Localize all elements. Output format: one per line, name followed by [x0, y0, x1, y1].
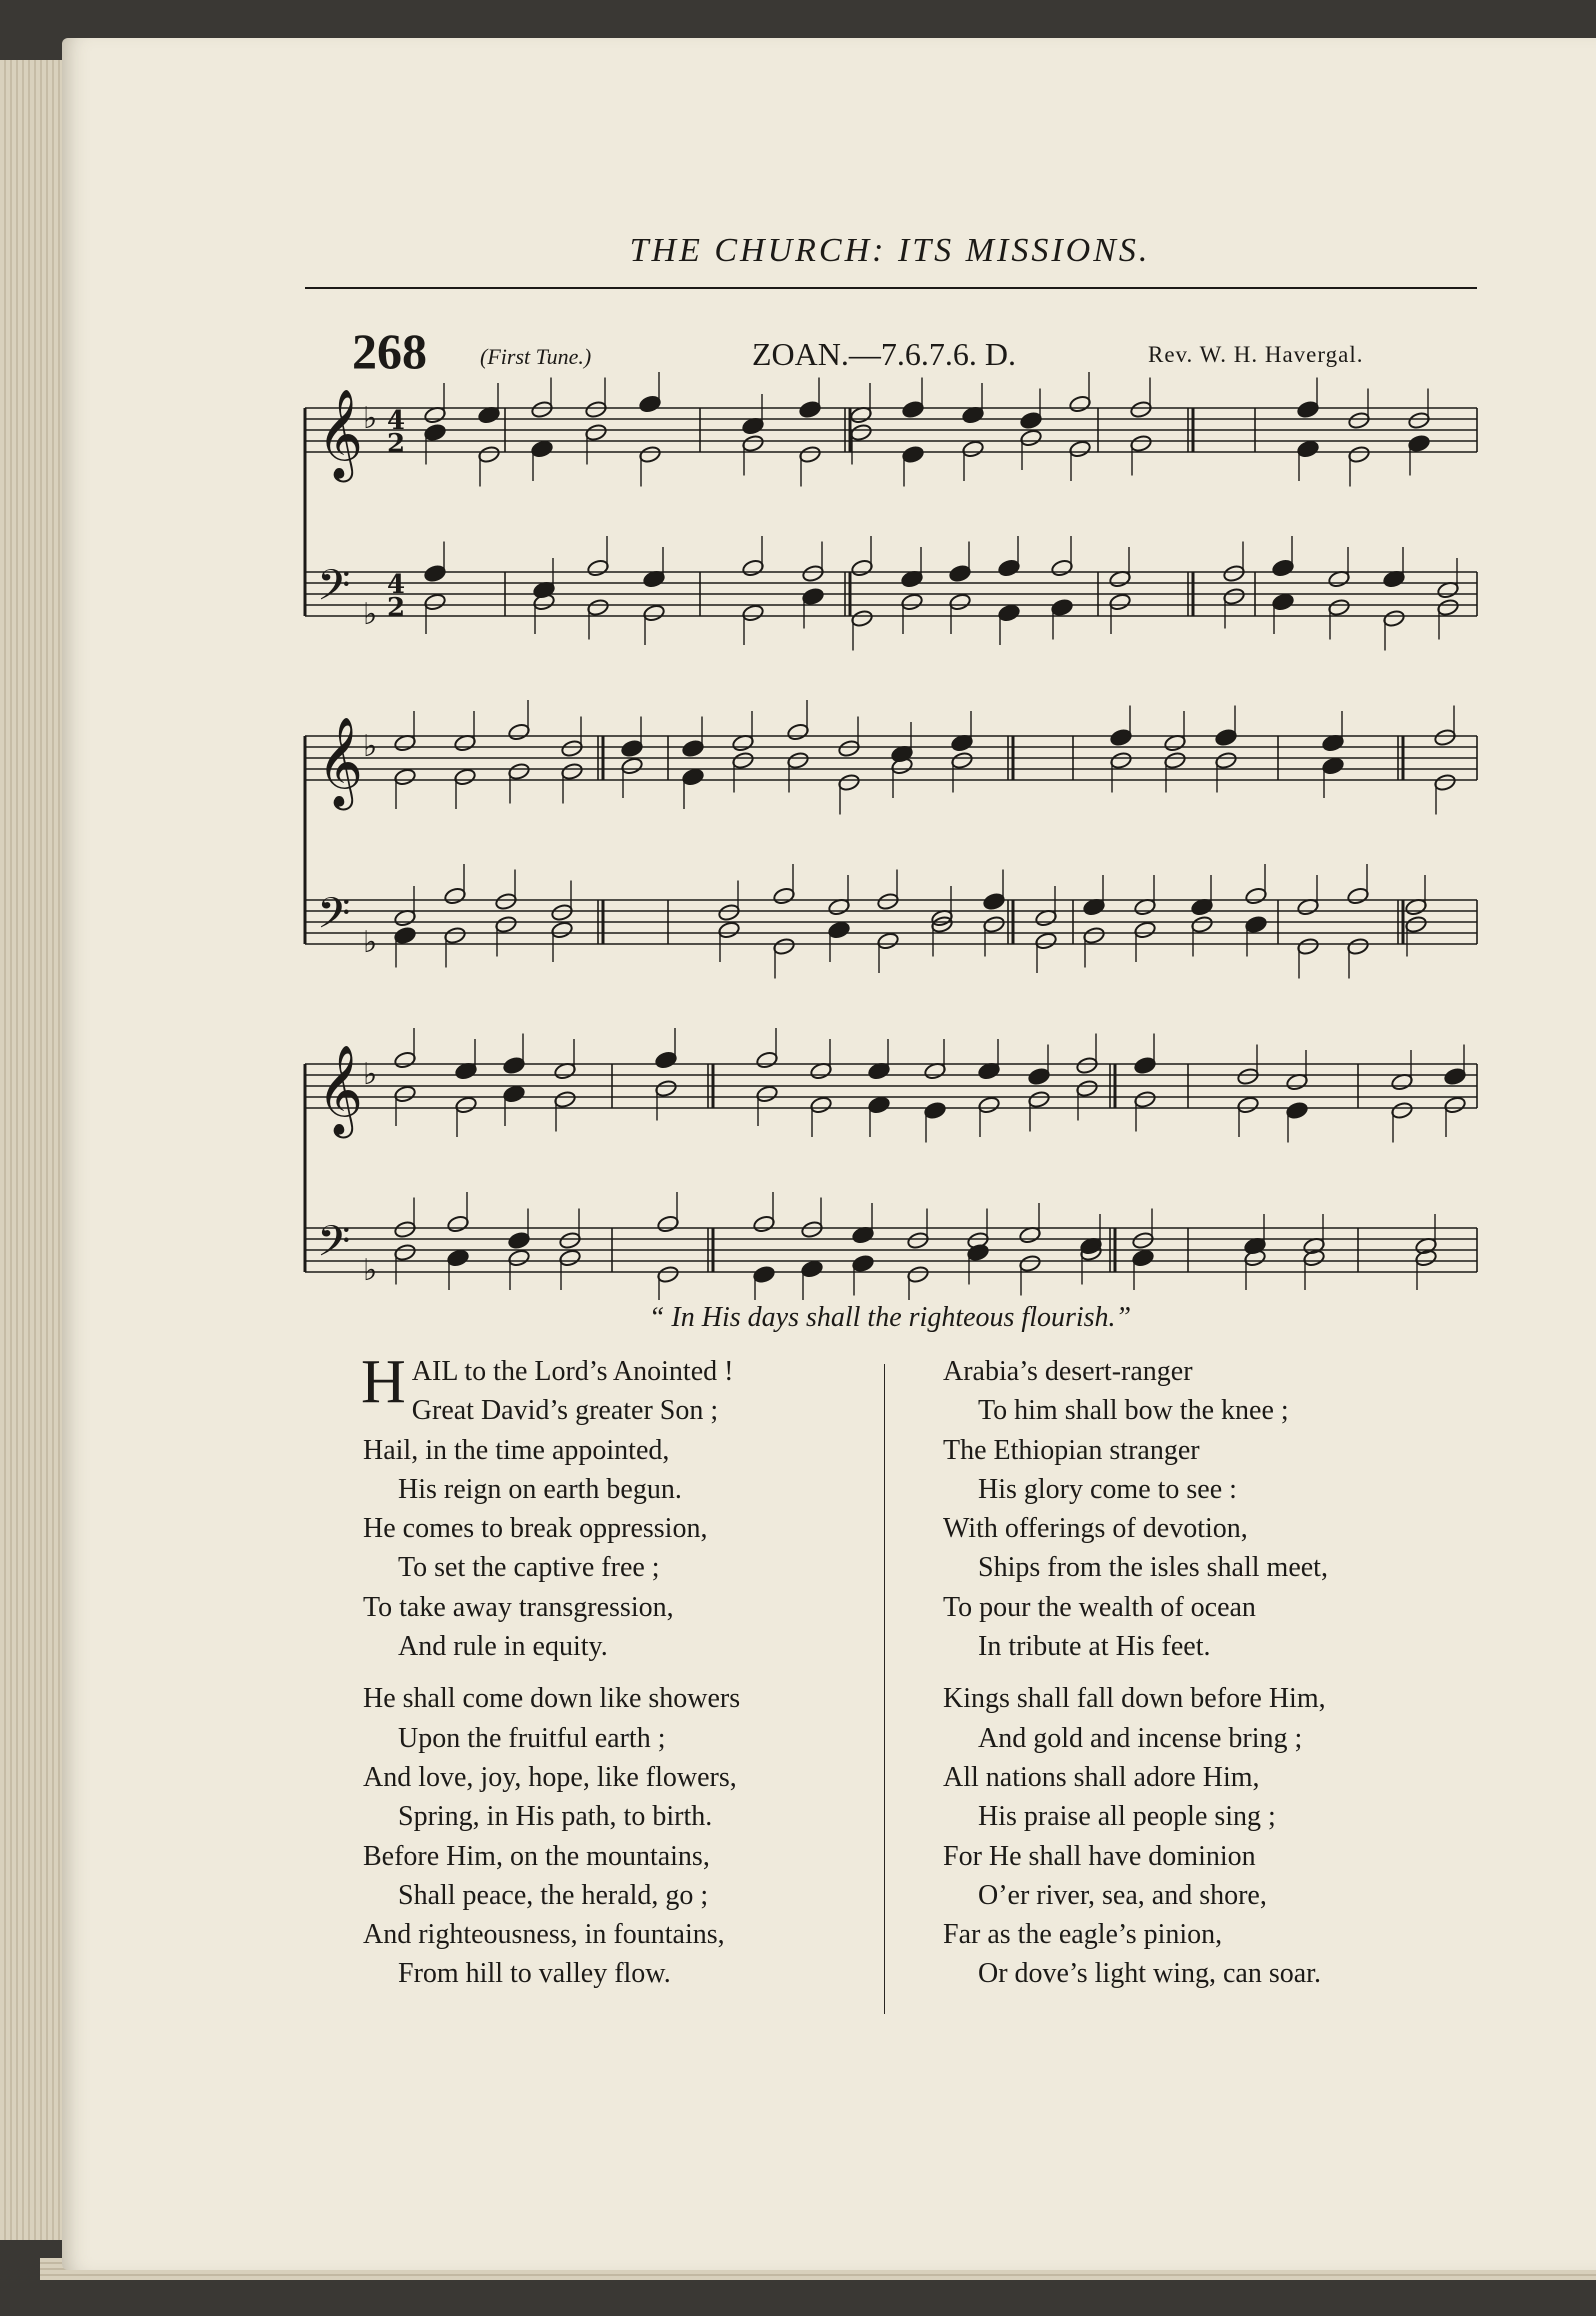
note-head — [731, 751, 754, 770]
verse-line — [943, 1719, 1483, 1758]
note-head — [638, 445, 661, 464]
note-head — [1027, 1090, 1050, 1109]
verse-line-text: Ships from the isles shall meet, — [978, 1552, 1328, 1584]
note-head — [1433, 728, 1456, 747]
verse-line-text: And love, joy, hope, like flowers, — [363, 1761, 737, 1793]
epigraph: “ In His days shall the righteous flourish.” — [648, 1302, 1132, 1333]
note-head — [741, 434, 764, 453]
note-head — [558, 1248, 581, 1267]
tune-name: ZOAN.—7.6.7.6. D. — [752, 336, 1016, 372]
note-head — [446, 1248, 469, 1267]
note-head — [560, 762, 583, 781]
verse-line-text: Arabia’s desert-ranger — [943, 1356, 1193, 1387]
note-head — [1443, 1067, 1466, 1086]
verse-line-text: Before Him, on the mountains, — [363, 1840, 710, 1872]
note-head — [827, 920, 850, 939]
note-head — [1214, 751, 1237, 770]
note-head — [800, 1220, 823, 1239]
note-head — [502, 1084, 525, 1103]
note-head — [1190, 915, 1213, 934]
verse-line — [943, 1837, 1483, 1876]
note-head — [393, 767, 416, 786]
note-head — [1407, 434, 1430, 453]
note-head — [620, 739, 643, 758]
note-head — [1346, 886, 1369, 905]
note-head — [1027, 1067, 1050, 1086]
note-head — [443, 926, 466, 945]
flat-sign-icon: ♭ — [363, 401, 378, 436]
note-head — [1050, 558, 1073, 577]
note-head — [1075, 1056, 1098, 1075]
time-signature-top: 4 — [387, 406, 406, 436]
verse-line — [363, 1876, 883, 1915]
note-head — [494, 915, 517, 934]
note-head — [849, 423, 872, 442]
note-head — [530, 439, 553, 458]
verse-line — [363, 1758, 883, 1797]
note-head — [1109, 751, 1132, 770]
composer: Rev. W. H. Havergal. — [1148, 342, 1364, 367]
verse-line — [363, 1797, 883, 1836]
treble-clef-icon: 𝄞 — [317, 717, 364, 807]
note-head — [755, 1084, 778, 1103]
note-head — [681, 739, 704, 758]
note-head — [1236, 1095, 1259, 1114]
verse-line — [943, 1352, 1483, 1391]
note-head — [477, 445, 500, 464]
note-head — [798, 400, 821, 419]
note-head — [654, 1050, 677, 1069]
note-head — [997, 558, 1020, 577]
note-head — [901, 445, 924, 464]
note-head — [423, 564, 446, 583]
verse-line — [363, 1915, 883, 1954]
verse-line-text: From hill to valley flow. — [398, 1958, 671, 1990]
note-head — [654, 1079, 677, 1098]
note-head — [948, 592, 971, 611]
stanza — [361, 1348, 883, 1666]
note-head — [1034, 931, 1057, 950]
note-head — [1019, 411, 1042, 430]
note-head — [393, 1050, 416, 1069]
note-head — [1271, 558, 1294, 577]
note-head — [1296, 937, 1319, 956]
verse-line-text: To take away transgression, — [363, 1591, 674, 1623]
note-head — [656, 1265, 679, 1284]
note-head — [1082, 926, 1105, 945]
note-head — [741, 603, 764, 622]
note-head — [876, 931, 899, 950]
flat-sign-icon: ♭ — [363, 1057, 378, 1092]
note-head — [1050, 598, 1073, 617]
note-head — [393, 1243, 416, 1262]
note-head — [502, 1056, 525, 1075]
note-head — [809, 1095, 832, 1114]
verse-column-left — [361, 1348, 883, 2007]
verse-line-text: He shall come down like showers — [363, 1683, 741, 1715]
note-head — [982, 892, 1005, 911]
note-head — [850, 609, 873, 628]
bass-clef-icon: 𝄢 — [317, 889, 351, 949]
note-head — [772, 937, 795, 956]
note-head — [638, 394, 661, 413]
note-head — [558, 1231, 581, 1250]
note-head — [876, 892, 899, 911]
verse-line-text: And righteousness, in fountains, — [363, 1919, 725, 1951]
note-head — [1133, 920, 1156, 939]
note-head — [681, 767, 704, 786]
note-head — [507, 1248, 530, 1267]
verse-line — [363, 1509, 883, 1548]
note-head — [494, 892, 517, 911]
note-head — [586, 558, 609, 577]
note-head — [507, 1231, 530, 1250]
verse-line-text: Spring, in His path, to birth. — [398, 1801, 713, 1833]
note-head — [454, 1095, 477, 1114]
verse-line-text: He comes to break oppression, — [363, 1513, 708, 1545]
bass-clef-icon: 𝄢 — [317, 1217, 351, 1277]
note-head — [1244, 886, 1267, 905]
note-head — [1244, 915, 1267, 934]
note-head — [620, 756, 643, 775]
note-head — [1296, 400, 1319, 419]
note-head — [1133, 1056, 1156, 1075]
verse-line-text: Hail, in the time appointed, — [363, 1434, 670, 1466]
stanza — [943, 1352, 1483, 1666]
verse-line-text: Upon the fruitful earth ; — [398, 1722, 666, 1754]
note-head — [1068, 439, 1091, 458]
verse-line-text: For He shall have dominion — [943, 1840, 1256, 1872]
verse-line-text: His reign on earth begun. — [398, 1473, 682, 1505]
time-signature-bottom: 2 — [387, 593, 406, 623]
note-head — [997, 603, 1020, 622]
time-signature-top: 4 — [387, 570, 406, 600]
note-head — [850, 558, 873, 577]
column-divider — [884, 1364, 885, 2014]
note-head — [1108, 592, 1131, 611]
note-head — [1321, 756, 1344, 775]
note-head — [837, 739, 860, 758]
verse-line — [363, 1719, 883, 1758]
note-head — [982, 915, 1005, 934]
note-head — [446, 1214, 469, 1233]
verse-line-text: O’er river, sea, and shore, — [978, 1879, 1267, 1911]
verse-line — [363, 1391, 883, 1430]
verse-line — [943, 1954, 1483, 1993]
note-head — [507, 722, 530, 741]
verse-line — [943, 1548, 1483, 1587]
note-head — [393, 926, 416, 945]
verse-line-text: All nations shall adore Him, — [943, 1761, 1260, 1793]
note-head — [1129, 400, 1152, 419]
note-head — [755, 1050, 778, 1069]
treble-clef-icon: 𝄞 — [317, 1045, 364, 1135]
note-head — [393, 1084, 416, 1103]
verse-line-text: His glory come to see : — [978, 1473, 1237, 1505]
note-head — [1236, 1067, 1259, 1086]
note-head — [1285, 1101, 1308, 1120]
note-head — [772, 886, 795, 905]
note-head — [1131, 1248, 1154, 1267]
note-head — [851, 1254, 874, 1273]
note-head — [948, 564, 971, 583]
note-head — [906, 1231, 929, 1250]
verse-line — [943, 1915, 1483, 1954]
note-head — [1163, 751, 1186, 770]
verse-line-text: Shall peace, the herald, go ; — [398, 1879, 709, 1911]
flat-sign-icon: ♭ — [363, 729, 378, 764]
verse-line — [943, 1758, 1483, 1797]
bass-clef-icon: 𝄢 — [317, 561, 351, 621]
note-head — [560, 739, 583, 758]
note-head — [584, 400, 607, 419]
verse-line-text: With offerings of devotion, — [943, 1513, 1248, 1545]
note-head — [906, 1265, 929, 1284]
note-head — [900, 592, 923, 611]
verse-line-text: Far as the eagle’s pinion, — [943, 1919, 1223, 1951]
note-head — [1019, 428, 1042, 447]
verse-line — [943, 1509, 1483, 1548]
note-head — [901, 400, 924, 419]
flat-sign-icon: ♭ — [363, 597, 378, 632]
note-head — [717, 920, 740, 939]
note-head — [1222, 564, 1245, 583]
note-head — [923, 1101, 946, 1120]
verse-line — [363, 1627, 883, 1666]
verse-line — [943, 1627, 1483, 1666]
flat-sign-icon: ♭ — [363, 925, 378, 960]
note-head — [1443, 1095, 1466, 1114]
verse-line-text: Or dove’s light wing, can soar. — [978, 1958, 1321, 1990]
note-head — [1133, 1090, 1156, 1109]
note-head — [1390, 1101, 1413, 1120]
note-head — [1327, 598, 1350, 617]
verse-line — [363, 1679, 883, 1718]
note-head — [1222, 587, 1245, 606]
note-head — [867, 1095, 890, 1114]
note-head — [837, 773, 860, 792]
verse-line — [943, 1797, 1483, 1836]
verse-line — [943, 1470, 1483, 1509]
time-signature-bottom: 2 — [387, 429, 406, 459]
note-head — [507, 762, 530, 781]
verse-line — [943, 1391, 1483, 1430]
note-head — [977, 1095, 1000, 1114]
stanza — [943, 1679, 1483, 1993]
note-head — [1347, 411, 1370, 430]
note-head — [656, 1214, 679, 1233]
verse-line — [943, 1588, 1483, 1627]
note-head — [1214, 728, 1237, 747]
verse-line-text: And rule in equity. — [398, 1631, 608, 1663]
verse-line — [363, 1431, 883, 1470]
note-head — [752, 1265, 775, 1284]
verse-line-text: Kings shall fall down before Him, — [943, 1683, 1326, 1715]
note-head — [393, 1220, 416, 1239]
verse-line — [943, 1876, 1483, 1915]
verse-line — [363, 1470, 883, 1509]
note-head — [798, 445, 821, 464]
note-head — [752, 1214, 775, 1233]
note-head — [786, 751, 809, 770]
verse-line — [363, 1588, 883, 1627]
note-head — [741, 558, 764, 577]
note-head — [1436, 598, 1459, 617]
note-head — [1018, 1254, 1041, 1273]
verse-line-text: AIL to the Lord’s Anointed ! — [411, 1356, 734, 1387]
verse-line-text: His praise all people sing ; — [978, 1801, 1276, 1833]
verse-column-right — [943, 1352, 1483, 2007]
note-head — [950, 751, 973, 770]
verse-line-text: In tribute at His feet. — [978, 1631, 1211, 1663]
note-head — [801, 564, 824, 583]
note-head — [550, 920, 573, 939]
note-head — [1109, 728, 1132, 747]
note-head — [584, 423, 607, 442]
verse-line — [363, 1548, 883, 1587]
note-head — [717, 903, 740, 922]
note-head — [642, 603, 665, 622]
note-head — [786, 722, 809, 741]
note-head — [1433, 773, 1456, 792]
note-head — [1271, 592, 1294, 611]
drop-cap: H — [361, 1348, 406, 1416]
note-head — [1068, 394, 1091, 413]
verse-line-text: The Ethiopian stranger — [943, 1434, 1200, 1466]
note-head — [1075, 1079, 1098, 1098]
note-head — [1382, 609, 1405, 628]
stanza — [363, 1679, 883, 1993]
verse-line — [363, 1954, 883, 1993]
note-head — [550, 903, 573, 922]
running-head: THE CHURCH: ITS MISSIONS. — [629, 232, 1151, 269]
hymn-number: 268 — [352, 323, 427, 379]
note-head — [586, 598, 609, 617]
note-head — [1296, 439, 1319, 458]
note-head — [453, 767, 476, 786]
verse-line — [943, 1431, 1483, 1470]
verse-line-text: To him shall bow the knee ; — [978, 1395, 1289, 1427]
note-head — [553, 1090, 576, 1109]
note-head — [800, 1259, 823, 1278]
flat-sign-icon: ♭ — [363, 1253, 378, 1288]
note-head — [801, 587, 824, 606]
note-head — [1347, 445, 1370, 464]
verse-line-text: To set the captive free ; — [398, 1552, 660, 1584]
note-head — [1404, 915, 1427, 934]
verse-line-text: To pour the wealth of ocean — [943, 1591, 1256, 1623]
note-head — [423, 423, 446, 442]
tune-note: (First Tune.) — [480, 344, 592, 369]
note-head — [423, 592, 446, 611]
note-head — [1346, 937, 1369, 956]
verse-line-text: And gold and incense bring ; — [978, 1722, 1303, 1754]
verse-line — [363, 1837, 883, 1876]
note-head — [443, 886, 466, 905]
treble-clef-icon: 𝄞 — [317, 389, 364, 479]
note-head — [1407, 411, 1430, 430]
note-head — [530, 400, 553, 419]
verse-line-text: Great David’s greater Son ; — [411, 1395, 719, 1427]
note-head — [1131, 1231, 1154, 1250]
note-head — [1129, 434, 1152, 453]
note-head — [961, 439, 984, 458]
verse-line — [943, 1679, 1483, 1718]
